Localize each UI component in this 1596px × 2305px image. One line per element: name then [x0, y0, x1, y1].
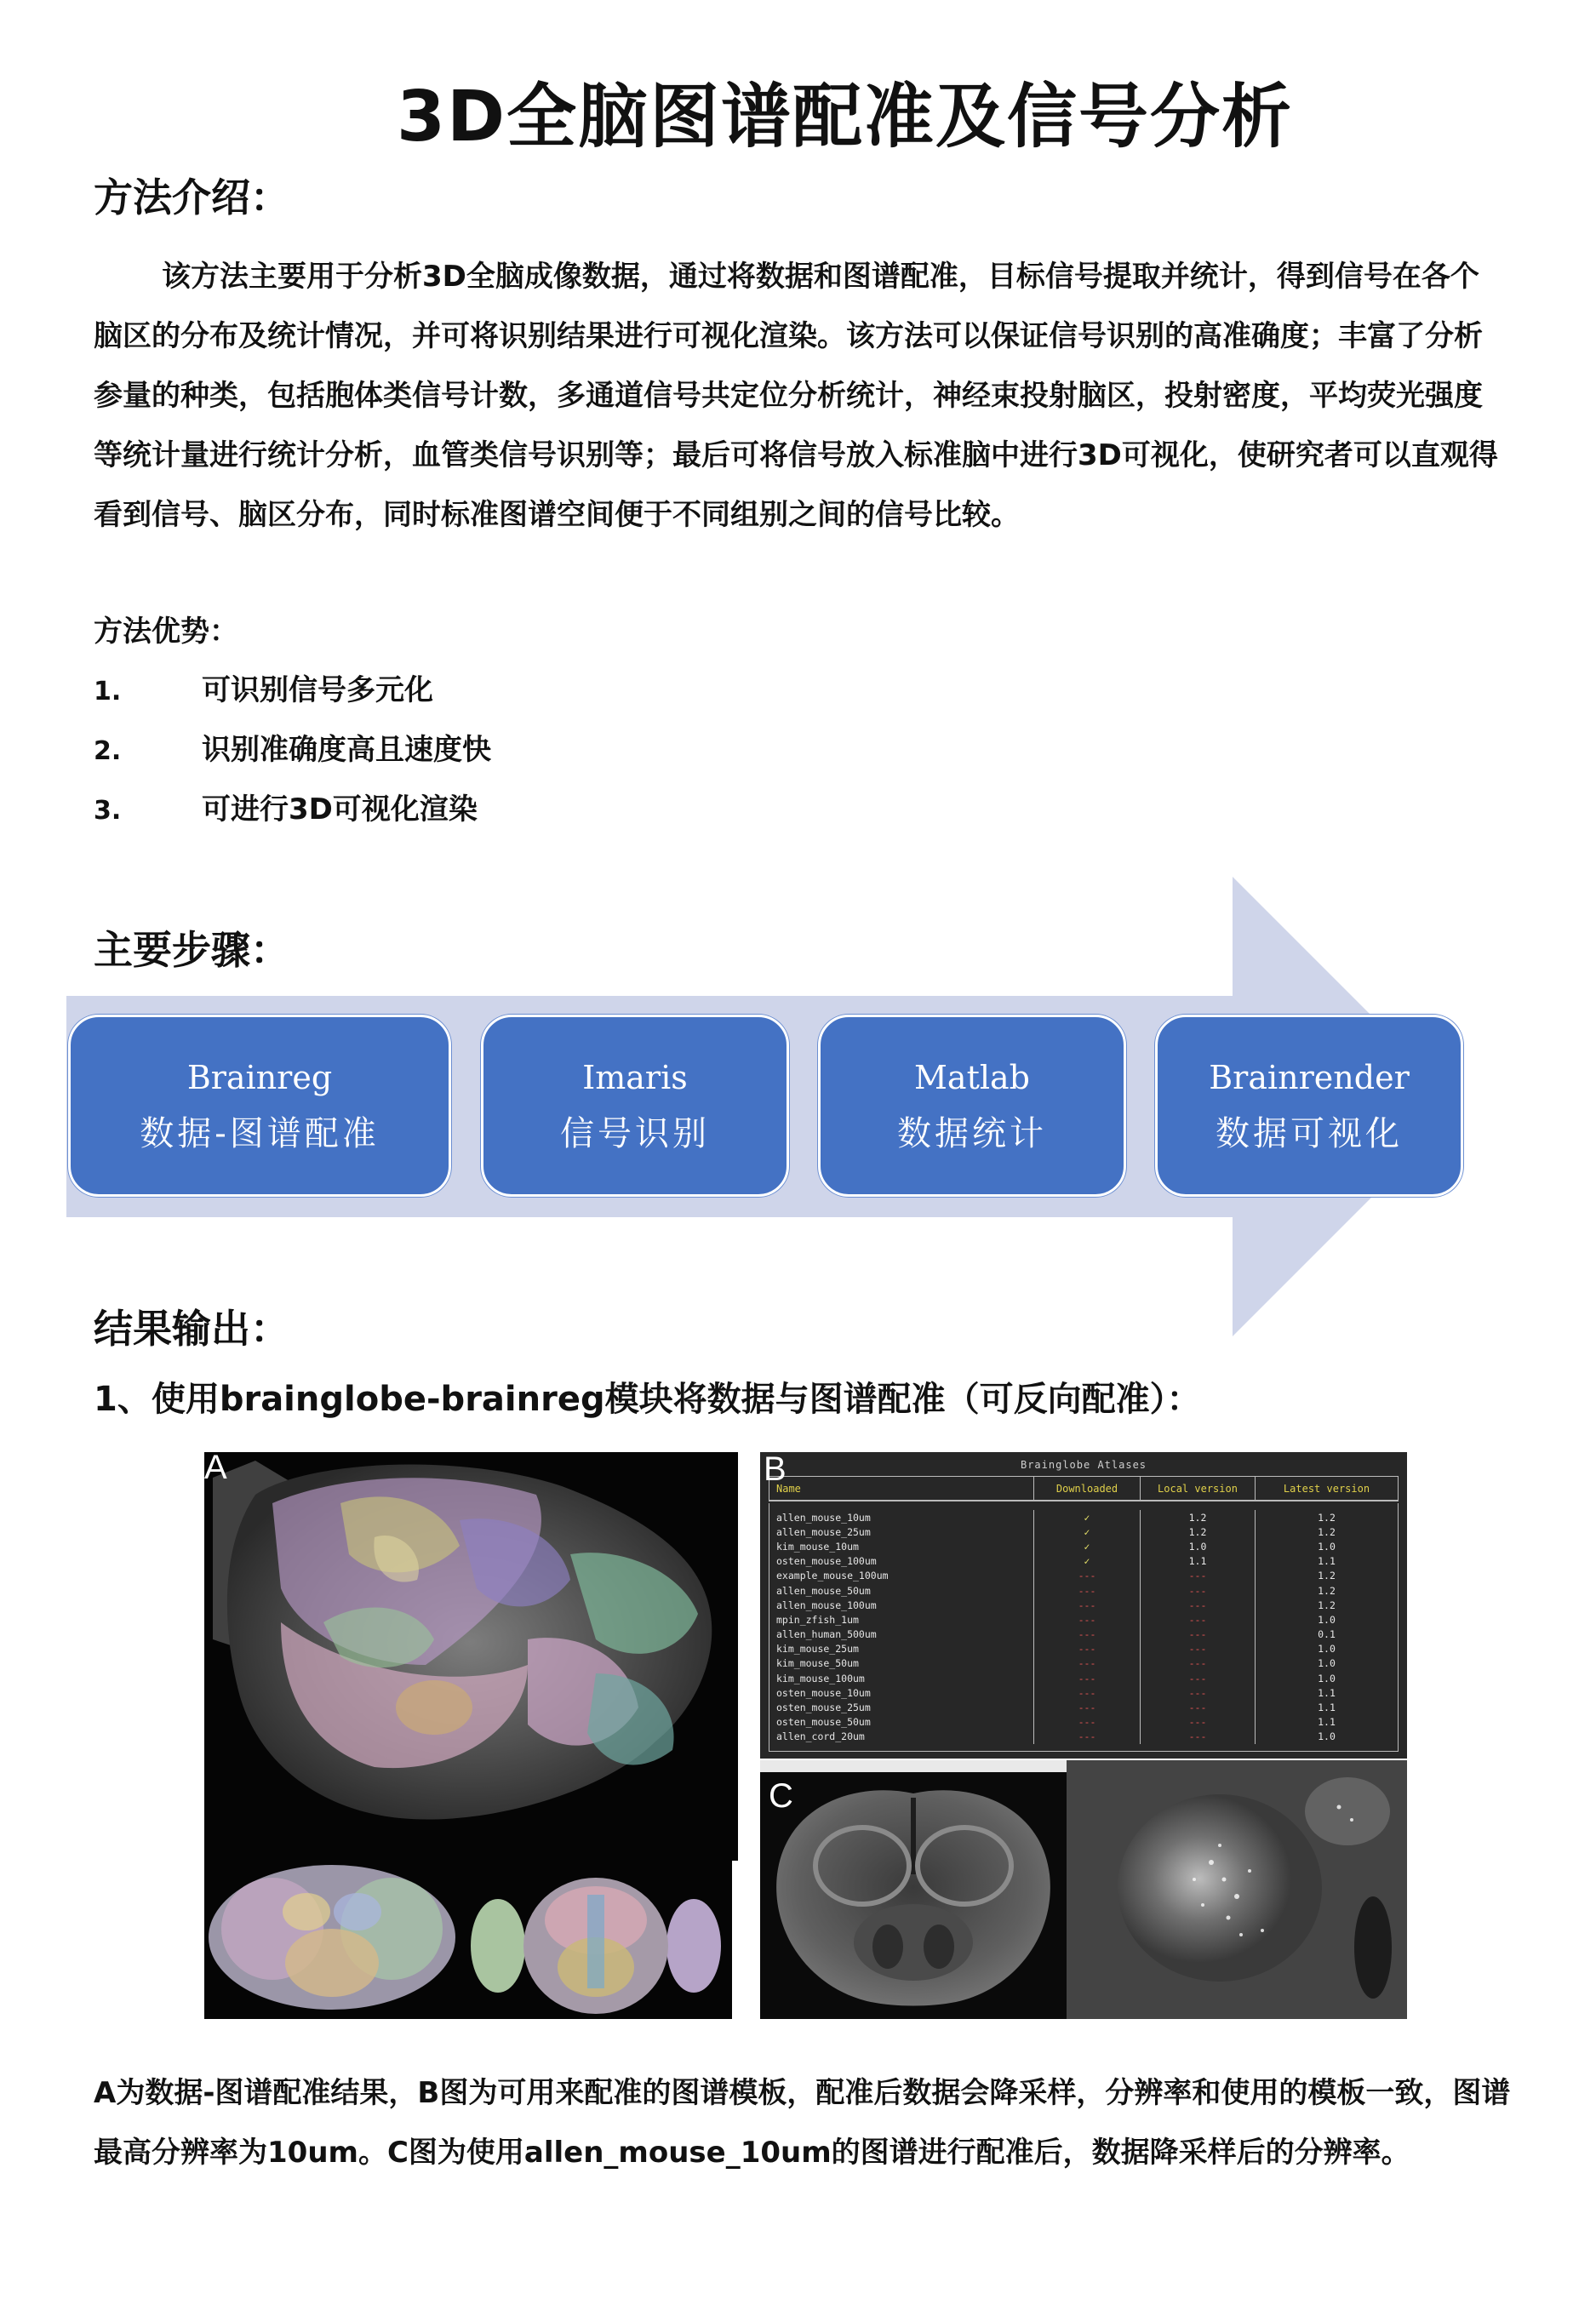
atlas-name-cell: example_mouse_100um [776, 1570, 889, 1582]
atlas-name-cell: kim_mouse_25um [776, 1643, 859, 1656]
results-heading: 结果输出： [94, 1306, 289, 1352]
atlas-table-row [769, 1612, 1398, 1627]
latest-version-cell: 1.2 [1255, 1569, 1398, 1583]
step-task: 信号识别 [560, 1114, 710, 1153]
downloaded-cell: ✓ [1033, 1539, 1140, 1553]
column-header: Name [776, 1483, 801, 1495]
column-header: Latest version [1255, 1477, 1398, 1501]
local-version-cell: 1.2 [1140, 1510, 1255, 1524]
downloaded-cell: --- [1033, 1569, 1140, 1583]
downloaded-cell: --- [1033, 1583, 1140, 1598]
atlas-name-cell: mpin_zfish_1um [776, 1613, 859, 1626]
downloaded-cell: --- [1033, 1656, 1140, 1671]
atlas-name-cell: allen_human_500um [776, 1628, 877, 1641]
atlas-table-row [769, 1700, 1398, 1714]
atlas-name-cell: osten_mouse_25um [776, 1702, 871, 1714]
latest-version-cell: 1.2 [1255, 1598, 1398, 1612]
step-imaris [481, 1015, 789, 1197]
downloaded-cell: --- [1033, 1700, 1140, 1714]
atlas-name-cell: allen_cord_20um [776, 1730, 865, 1743]
local-version-cell: --- [1140, 1656, 1255, 1671]
local-version-cell: --- [1140, 1612, 1255, 1627]
local-version-cell: --- [1140, 1730, 1255, 1744]
atlas-name-cell: allen_mouse_25um [776, 1525, 871, 1538]
advantage-number: 1. [94, 677, 122, 706]
downloaded-cell: --- [1033, 1671, 1140, 1685]
local-version-cell: --- [1140, 1642, 1255, 1656]
atlas-table-row [769, 1671, 1398, 1685]
downloaded-cell: ✓ [1033, 1510, 1140, 1524]
step-task: 数据可视化 [1216, 1114, 1403, 1153]
advantage-number: 3. [94, 796, 122, 826]
figure-c-downsampled-signal [1067, 1760, 1407, 2019]
local-version-cell: --- [1140, 1627, 1255, 1642]
latest-version-cell: 1.0 [1255, 1642, 1398, 1656]
local-version-cell: --- [1140, 1700, 1255, 1714]
downsampled-signal-image [1067, 1760, 1407, 2019]
latest-version-cell: 1.0 [1255, 1671, 1398, 1685]
step-task: 数据统计 [897, 1114, 1047, 1153]
atlas-name-cell: osten_mouse_50um [776, 1716, 871, 1729]
latest-version-cell: 1.2 [1255, 1524, 1398, 1539]
latest-version-cell: 1.1 [1255, 1554, 1398, 1569]
downloaded-cell: --- [1033, 1612, 1140, 1627]
local-version-cell: --- [1140, 1685, 1255, 1700]
latest-version-cell: 1.0 [1255, 1612, 1398, 1627]
atlas-table-row [769, 1730, 1398, 1744]
latest-version-cell: 1.1 [1255, 1685, 1398, 1700]
local-version-cell: 1.2 [1140, 1524, 1255, 1539]
atlas-name-cell: kim_mouse_100um [776, 1672, 865, 1684]
local-version-cell: --- [1140, 1598, 1255, 1612]
results-caption: A为数据-图谱配准结果，B图为可用来配准的图谱模板，配准后数据会降采样，分辨率和使用的模板一致，图谱最高分辨率为10um。C图为使用allen_mouse_10um的图谱进行配准后，数据降采样后的分辨率。 [94, 2076, 1511, 2170]
latest-version-cell: 1.2 [1255, 1510, 1398, 1524]
atlas-name-cell: kim_mouse_50um [776, 1657, 859, 1670]
local-version-cell: --- [1140, 1569, 1255, 1583]
latest-version-cell: 1.0 [1255, 1656, 1398, 1671]
latest-version-cell: 1.0 [1255, 1730, 1398, 1744]
step-task: 数据-图谱配准 [140, 1114, 380, 1153]
advantage-item [94, 666, 433, 708]
local-version-cell: --- [1140, 1583, 1255, 1598]
atlas-table-row [769, 1656, 1398, 1671]
figure-c-template-window [760, 1760, 1067, 2019]
latest-version-cell: 0.1 [1255, 1627, 1398, 1642]
advantage-text: 可进行3D可视化渲染 [202, 792, 478, 826]
figure-b-atlas-table [760, 1452, 1407, 1759]
atlas-table-body [769, 1503, 1399, 1752]
local-version-cell: --- [1140, 1715, 1255, 1730]
atlas-table-row [769, 1642, 1398, 1656]
downloaded-cell: --- [1033, 1598, 1140, 1612]
atlas-table-row [769, 1685, 1398, 1700]
steps-heading: 主要步骤： [94, 927, 289, 973]
downloaded-cell: ✓ [1033, 1554, 1140, 1569]
method-paragraph-text: 该方法主要用于分析3D全脑成像数据，通过将数据和图谱配准，目标信号提取并统计，得到信号在各个脑区的分布及统计情况，并可将识别结果进行可视化渲染。该方法可以保证信号识别的高准确度；丰富了分析参量的种类，包括胞体类信号计数，多通道信号共定位分析统计，神经束投射脑区，投射密度，平均荧光强度等统计量进行统计分析，血管类信号识别等；最后可将信号放入标准脑中进行3D可视化，使研究者可以直观得看到信号、脑区分布，同时标准图谱空间便于不同组别之间的信号比较。 [94, 260, 1498, 532]
downloaded-cell: ✓ [1033, 1524, 1140, 1539]
figure-a-coronal-section-1 [204, 1861, 460, 2019]
method-heading: 方法介绍： [94, 174, 289, 220]
atlas-name-cell: kim_mouse_10um [776, 1540, 859, 1553]
column-header: Local version [1140, 1477, 1255, 1501]
allen-template-coronal-image [760, 1772, 1067, 2019]
advantage-text: 可识别信号多元化 [202, 673, 433, 707]
latest-version-cell: 1.1 [1255, 1700, 1398, 1714]
results-subheading: 1、使用brainglobe-brainreg模块将数据与图谱配准（可反向配准）： [94, 1380, 1201, 1419]
latest-version-cell: 1.1 [1255, 1715, 1398, 1730]
step-tool: Imaris [582, 1059, 688, 1096]
column-header: Downloaded [1033, 1477, 1140, 1501]
figure-a-3d-registration [204, 1452, 738, 1861]
advantage-text: 识别准确度高且速度快 [202, 733, 491, 767]
page-title: 3D全脑图谱配准及信号分析 [396, 77, 1294, 157]
atlas-table-row [769, 1627, 1398, 1642]
advantage-number: 2. [94, 736, 122, 766]
atlas-name-cell: allen_mouse_10um [776, 1511, 871, 1524]
atlas-table-row [769, 1715, 1398, 1730]
atlas-name-cell: allen_mouse_100um [776, 1599, 877, 1611]
window-titlebar [760, 1760, 1067, 1772]
latest-version-cell: 1.2 [1255, 1583, 1398, 1598]
step-tool: Brainrender [1209, 1059, 1410, 1096]
advantages-label: 方法优势： [94, 615, 238, 649]
local-version-cell: --- [1140, 1671, 1255, 1685]
step-tool: Brainreg [186, 1059, 333, 1096]
downloaded-cell: --- [1033, 1642, 1140, 1656]
atlas-name-cell: osten_mouse_10um [776, 1686, 871, 1699]
step-brainreg [68, 1015, 451, 1197]
downloaded-cell: --- [1033, 1730, 1140, 1744]
figure-label-a: A [204, 1452, 227, 1486]
figure-label-b: B [764, 1450, 787, 1488]
method-paragraph [94, 247, 1507, 545]
atlas-table-title: Brainglobe Atlases [1020, 1459, 1147, 1471]
atlas-table-row [769, 1539, 1398, 1553]
atlas-name-cell: osten_mouse_100um [776, 1555, 877, 1568]
advantage-item [94, 726, 491, 768]
coronal-section-image [204, 1861, 460, 2019]
brain-3d-render-image [204, 1452, 738, 1861]
atlas-table-row [769, 1569, 1398, 1583]
step-tool: Matlab [914, 1059, 1030, 1096]
downloaded-cell: --- [1033, 1685, 1140, 1700]
atlas-table-row [769, 1598, 1398, 1612]
latest-version-cell: 1.0 [1255, 1539, 1398, 1553]
atlas-table-row [769, 1524, 1398, 1539]
atlas-table-header [769, 1476, 1399, 1501]
figure-label-c: C [769, 1777, 793, 1815]
atlas-table-row [769, 1510, 1398, 1524]
downloaded-cell: --- [1033, 1715, 1140, 1730]
atlas-table-row [769, 1583, 1398, 1598]
advantage-item [94, 786, 478, 827]
coronal-section-image [460, 1861, 732, 2019]
figure-a-coronal-section-2 [460, 1861, 732, 2019]
local-version-cell: 1.1 [1140, 1554, 1255, 1569]
atlas-name-cell: allen_mouse_50um [776, 1584, 871, 1597]
step-brainrender [1155, 1015, 1463, 1197]
step-matlab [818, 1015, 1126, 1197]
atlas-table-row [769, 1554, 1398, 1569]
downloaded-cell: --- [1033, 1627, 1140, 1642]
local-version-cell: 1.0 [1140, 1539, 1255, 1553]
